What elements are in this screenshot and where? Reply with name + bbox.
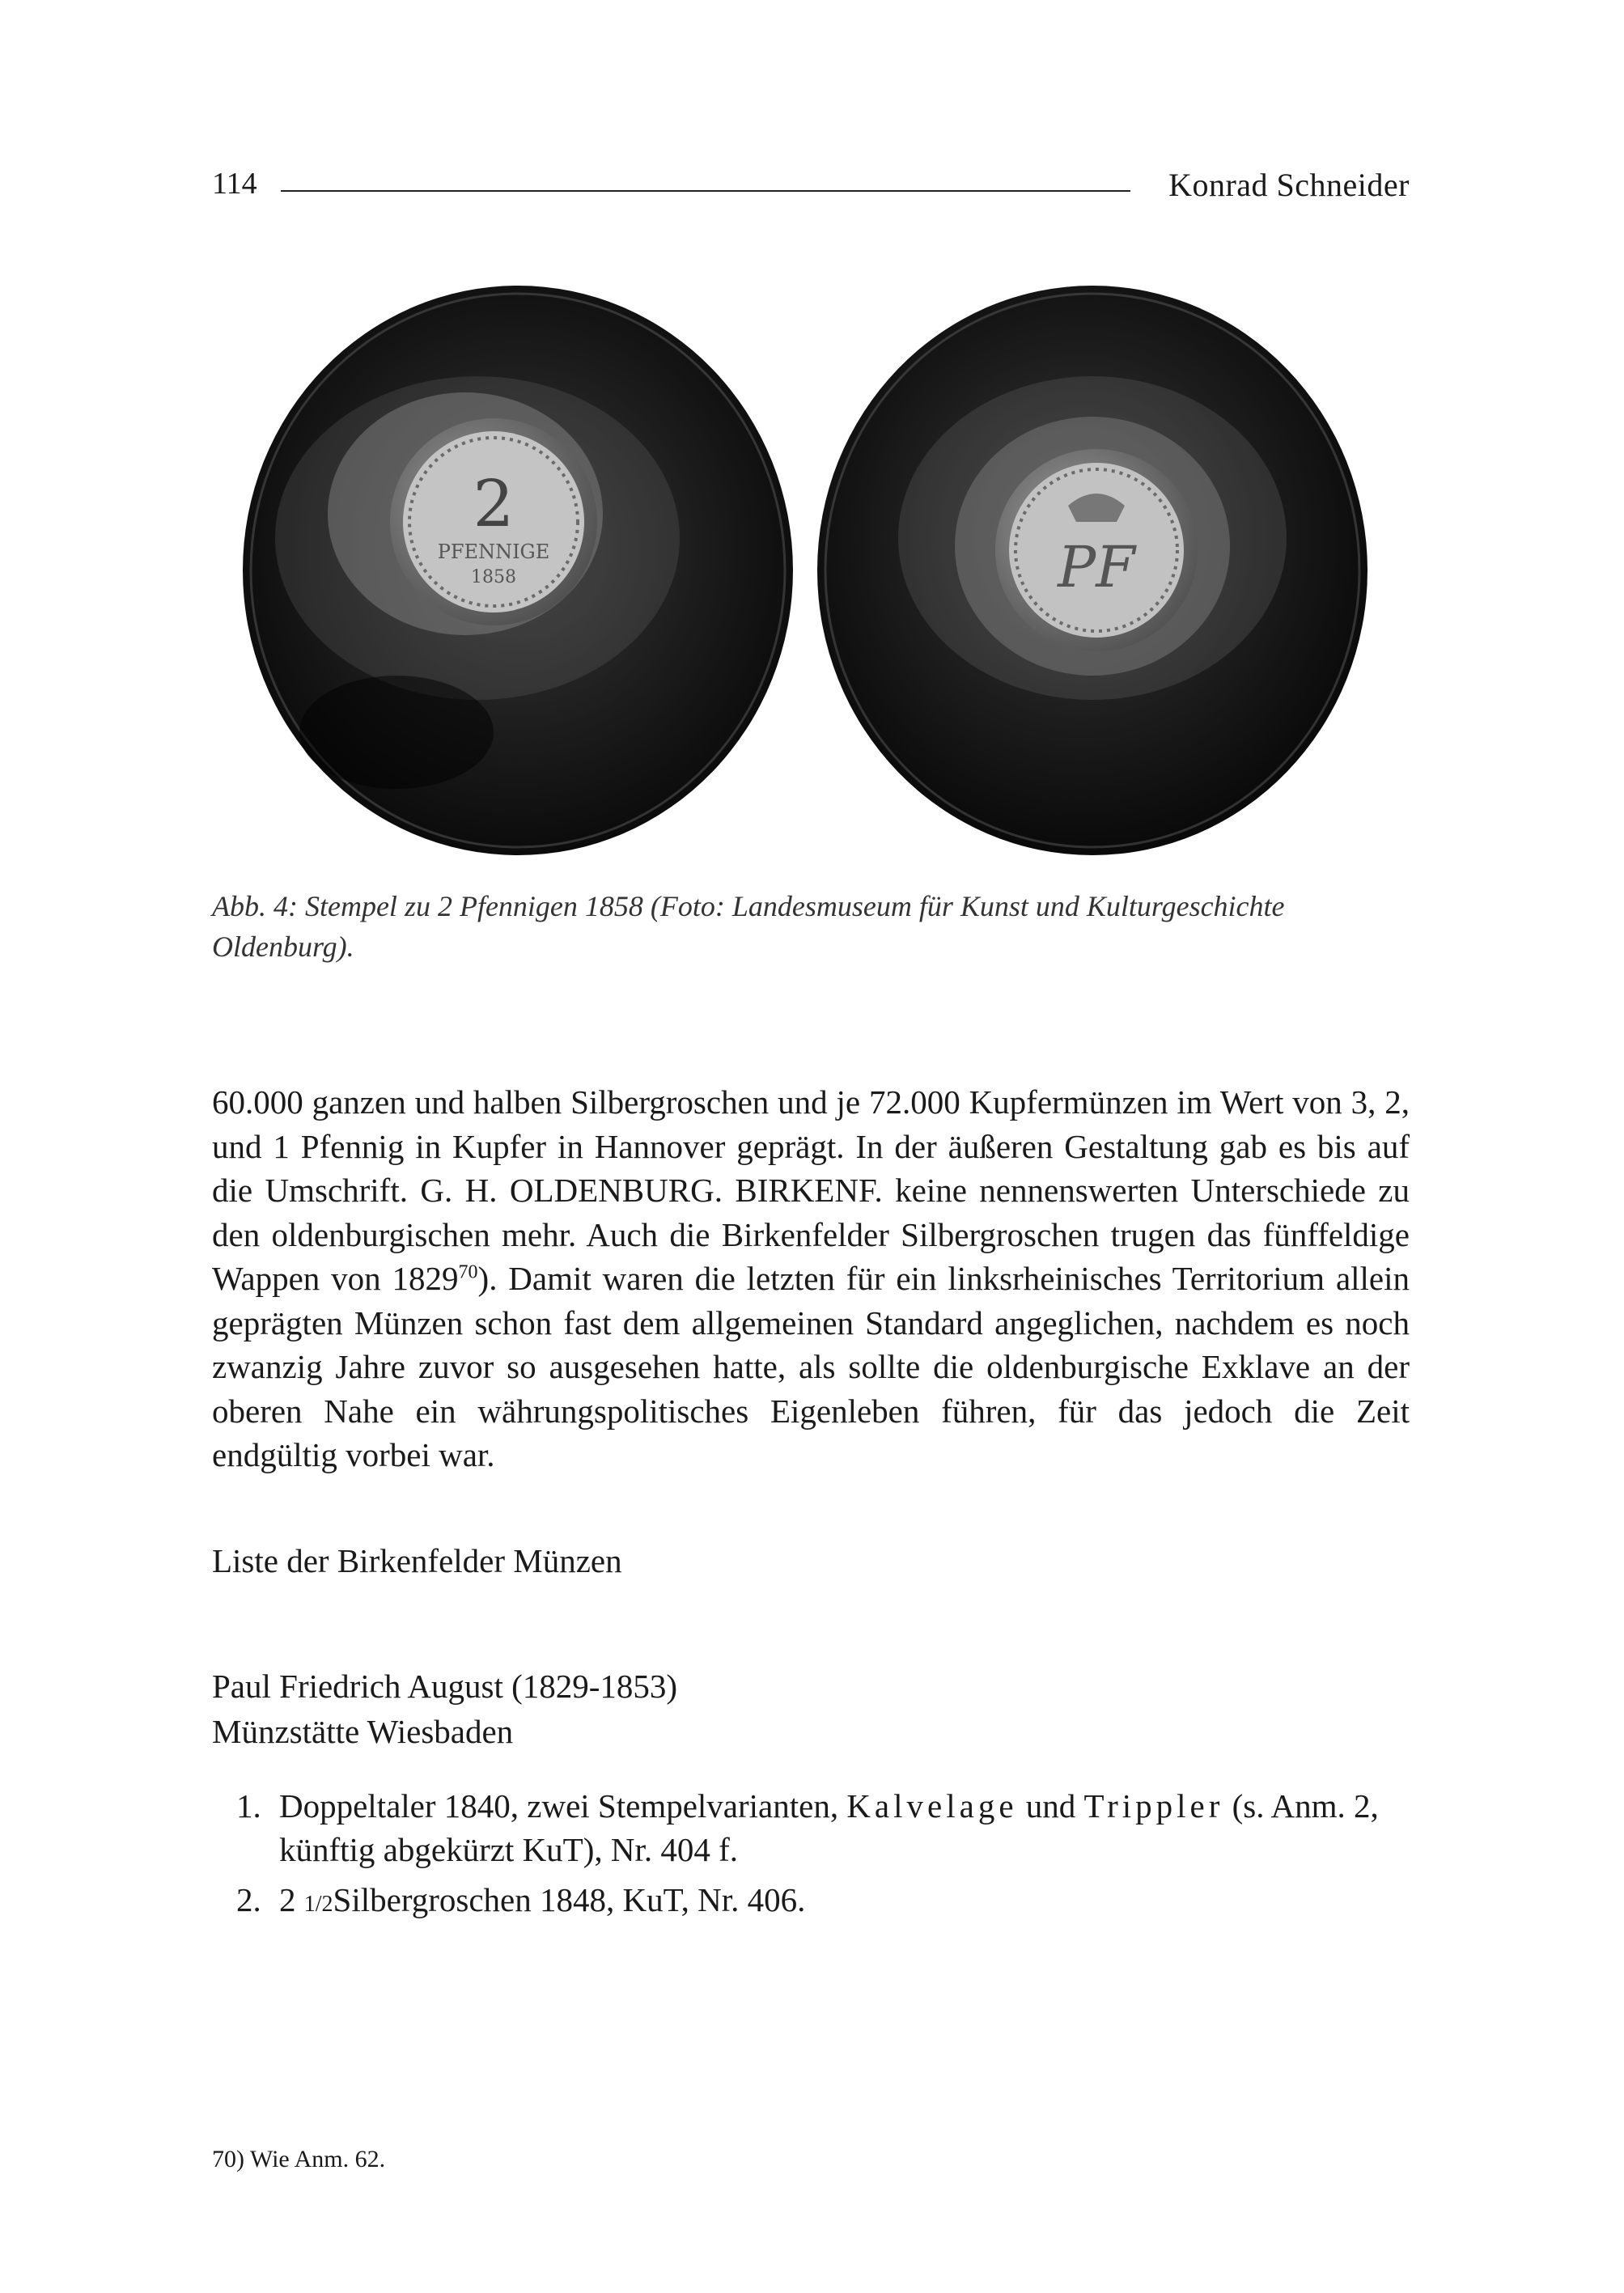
page-header: [212, 166, 1410, 214]
section-title: Liste der Birkenfelder Münzen: [212, 1542, 622, 1579]
ruler-name: Paul Friedrich August (1829-1853): [212, 1668, 678, 1705]
svg-text:PFENNIGE: PFENNIGE: [437, 540, 550, 563]
list-item: [212, 1784, 1410, 1871]
header-rule: [281, 190, 1130, 192]
footnote-number: 70): [212, 2146, 244, 2172]
figure-coin-dies: [235, 279, 1384, 862]
list-item: [212, 1878, 1410, 1926]
page-number: 114: [212, 167, 257, 201]
coin-denomination-whole: 2: [279, 1881, 296, 1918]
running-head: Konrad Schneider: [1168, 167, 1410, 203]
coin-denomination-fraction: 1/2: [303, 1892, 333, 1917]
list-item-text: Doppeltaler 1840, zwei Stempelvarianten,: [279, 1787, 847, 1825]
footnote-text: Wie Anm. 62.: [249, 2146, 386, 2172]
body-paragraph: [212, 1080, 1410, 1477]
svg-text:PF: PF: [1058, 534, 1135, 600]
svg-text:2: 2: [473, 466, 515, 541]
list-item-number: 2.: [236, 1881, 261, 1918]
body-text-part-1: 60.000 ganzen und halben Silbergroschen und je 72.000 Kupfermünzen im Wert von 3, 2, und 1 Pfennig in Kupfer in Hannover geprägt. In der äußeren Gestaltung gab es bis auf die Umschrift. G. H. OLDENBURG. BIRKENF. keine nennenswerten Unterschiede zu den oldenburgischen mehr. Auch die Birkenfelder Silbergroschen trugen das fünffeldige Wappen von 1829: [212, 1083, 1410, 1297]
author-name: Trippler: [1083, 1787, 1224, 1825]
coin-list: [212, 1784, 1410, 1933]
footnote-reference: 70: [458, 1261, 478, 1283]
list-item-text: (s. Anm. 2, künftig abgekürzt KuT), Nr. 404 f.: [279, 1787, 1379, 1868]
right-stamp-icon: [817, 279, 1384, 862]
footnote: [212, 2146, 385, 2173]
list-item-text: Silbergroschen 1848, KuT, Nr. 406.: [333, 1881, 806, 1918]
figure-caption: Abb. 4: Stempel zu 2 Pfennigen 1858 (Foto: Landesmuseum für Kunst und Kulturgeschichte Oldenburg).: [212, 890, 1285, 963]
list-item-number: 1.: [236, 1787, 261, 1825]
left-stamp-icon: [235, 279, 801, 862]
mint-name: Münzstätte Wiesbaden: [212, 1713, 514, 1750]
body-text-part-2: ). Damit waren die letzten für ein linksrheinisches Territorium allein geprägten Münzen schon fast dem allgemeinen Standard angeglichen, nachdem es noch zwanzig Jahre zuvor so ausgesehen hatte, als sollte die oldenburgische Exklave an der oberen Nahe ein währungspolitisches Eigenleben führen, für das jedoch die Zeit endgültig vorbei war.: [212, 1260, 1410, 1473]
svg-text:1858: 1858: [471, 567, 516, 587]
ruler-block: [212, 1664, 677, 1754]
author-name: Kalvelage: [846, 1787, 1018, 1825]
list-item-text: und: [1017, 1787, 1084, 1825]
